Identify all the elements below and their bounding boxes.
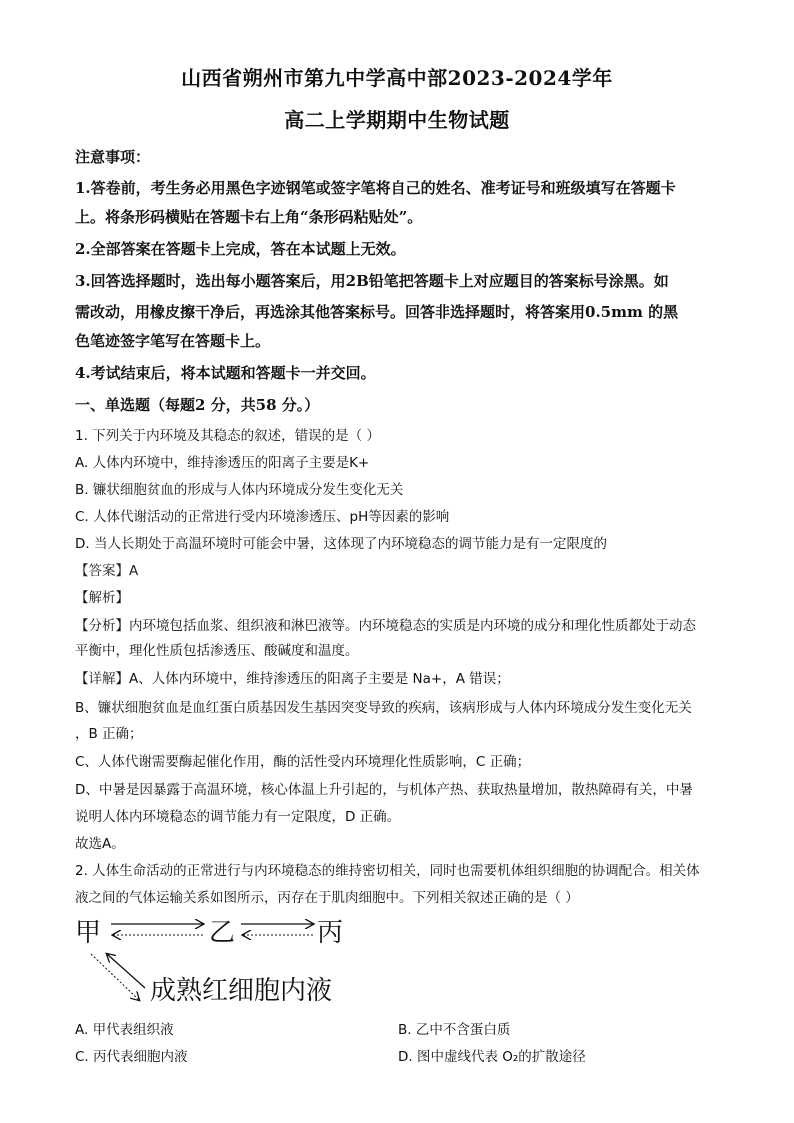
explanation-line: D、中暑是因暴露于高温环境，核心体温上升引起的，与机体产热、获取热量增加，散热障碍有关，中暑 — [75, 782, 693, 798]
question-1-option-c: C. 人体代谢活动的正常进行受内环境渗透压、pH等因素的影响 — [75, 509, 450, 525]
question-2-stem-line: 2. 人体生命活动的正常进行与内环境稳态的维持密切相关，同时也需要机体组织细胞的协调配合。相关体 — [75, 863, 700, 879]
node-bing: 丙 — [317, 918, 344, 948]
section-heading: 一、单选题（每题2 分，共58 分。） — [75, 396, 320, 414]
question-2-option-d: D. 图中虚线代表 O₂的扩散途径 — [398, 1049, 586, 1065]
question-1-option-d: D. 当人长期处于高温环境时可能会中暑，这体现了内环境稳态的调节能力是有一定限度的 — [75, 536, 607, 552]
notice-line: 需改动，用橡皮擦干净后，再选涂其他答案标号。回答非选择题时，将答案用0.5mm 的黑 — [75, 303, 679, 321]
question-1-analysis-label: 【解析】 — [75, 590, 129, 606]
explanation-line: 平衡中，理化性质包括渗透压、酸碱度和温度。 — [75, 643, 359, 659]
exam-title-line1: 山西省朔州市第九中学高中部2023-2024学年 — [181, 66, 613, 90]
notice-line: 3.回答选择题时，选出每小题答案后，用2B铅笔把答题卡上对应题目的答案标号涂黑。如 — [75, 272, 669, 290]
question-1-stem: 1. 下列关于内环境及其稳态的叙述，错误的是（ ） — [75, 428, 380, 444]
notice-line: 2.全部答案在答题卡上完成，答在本试题上无效。 — [75, 240, 406, 258]
explanation-line: 说明人体内环境稳态的调节能力有一定限度，D 正确。 — [75, 809, 401, 825]
notice-line: 1.答卷前，考生务必用黑色字迹钢笔或签字笔将自己的姓名、准考证号和班级填写在答题卡 — [75, 179, 676, 197]
explanation-line: 【详解】A、人体内环境中，维持渗透压的阳离子主要是 Na+，A 错误； — [75, 671, 510, 687]
question-1-option-b: B. 镰状细胞贫血的形成与人体内环境成分发生变化无关 — [75, 482, 404, 498]
explanation-line: 【分析】内环境包括血浆、组织液和淋巴液等。内环境稳态的实质是内环境的成分和理化性质都处于动态 — [75, 618, 696, 634]
node-jia: 甲 — [75, 918, 102, 948]
notice-line: 色笔迹签字笔写在答题卡上。 — [75, 332, 271, 350]
solid-arrow-rbc-to-jia — [107, 954, 145, 988]
gas-transport-diagram — [75, 908, 375, 1008]
exam-title-line2: 高二上学期期中生物试题 — [284, 108, 510, 132]
question-2-option-a: A. 甲代表组织液 — [75, 1022, 174, 1038]
explanation-line: C、人体代谢需要酶起催化作用，酶的活性受内环境理化性质影响，C 正确； — [75, 754, 531, 770]
notice-line: 上。将条形码横贴在答题卡右上角“条形码粘贴处”。 — [75, 208, 423, 226]
node-red-blood-cell-fluid: 成熟红细胞内液 — [150, 976, 333, 1006]
question-2-stem-line: 液之间的气体运输关系如图所示，丙存在于肌肉细胞中。下列相关叙述正确的是（ ） — [75, 890, 579, 906]
notice-heading: 注意事项： — [75, 148, 151, 166]
question-1-answer: 【答案】A — [75, 563, 139, 579]
node-yi: 乙 — [209, 918, 236, 948]
explanation-line: 故选A。 — [75, 836, 125, 852]
explanation-line: ，B 正确； — [75, 726, 143, 742]
question-2-option-c: C. 丙代表细胞内液 — [75, 1049, 188, 1065]
question-1-option-a: A. 人体内环境中，维持渗透压的阳离子主要是K+ — [75, 455, 370, 471]
explanation-line: B、镰状细胞贫血是血红蛋白质基因发生基因突变导致的疾病，该病形成与人体内环境成分发生变化无关 — [75, 700, 692, 716]
notice-line: 4.考试结束后，将本试题和答题卡一并交回。 — [75, 364, 376, 382]
question-2-option-b: B. 乙中不含蛋白质 — [398, 1022, 511, 1038]
